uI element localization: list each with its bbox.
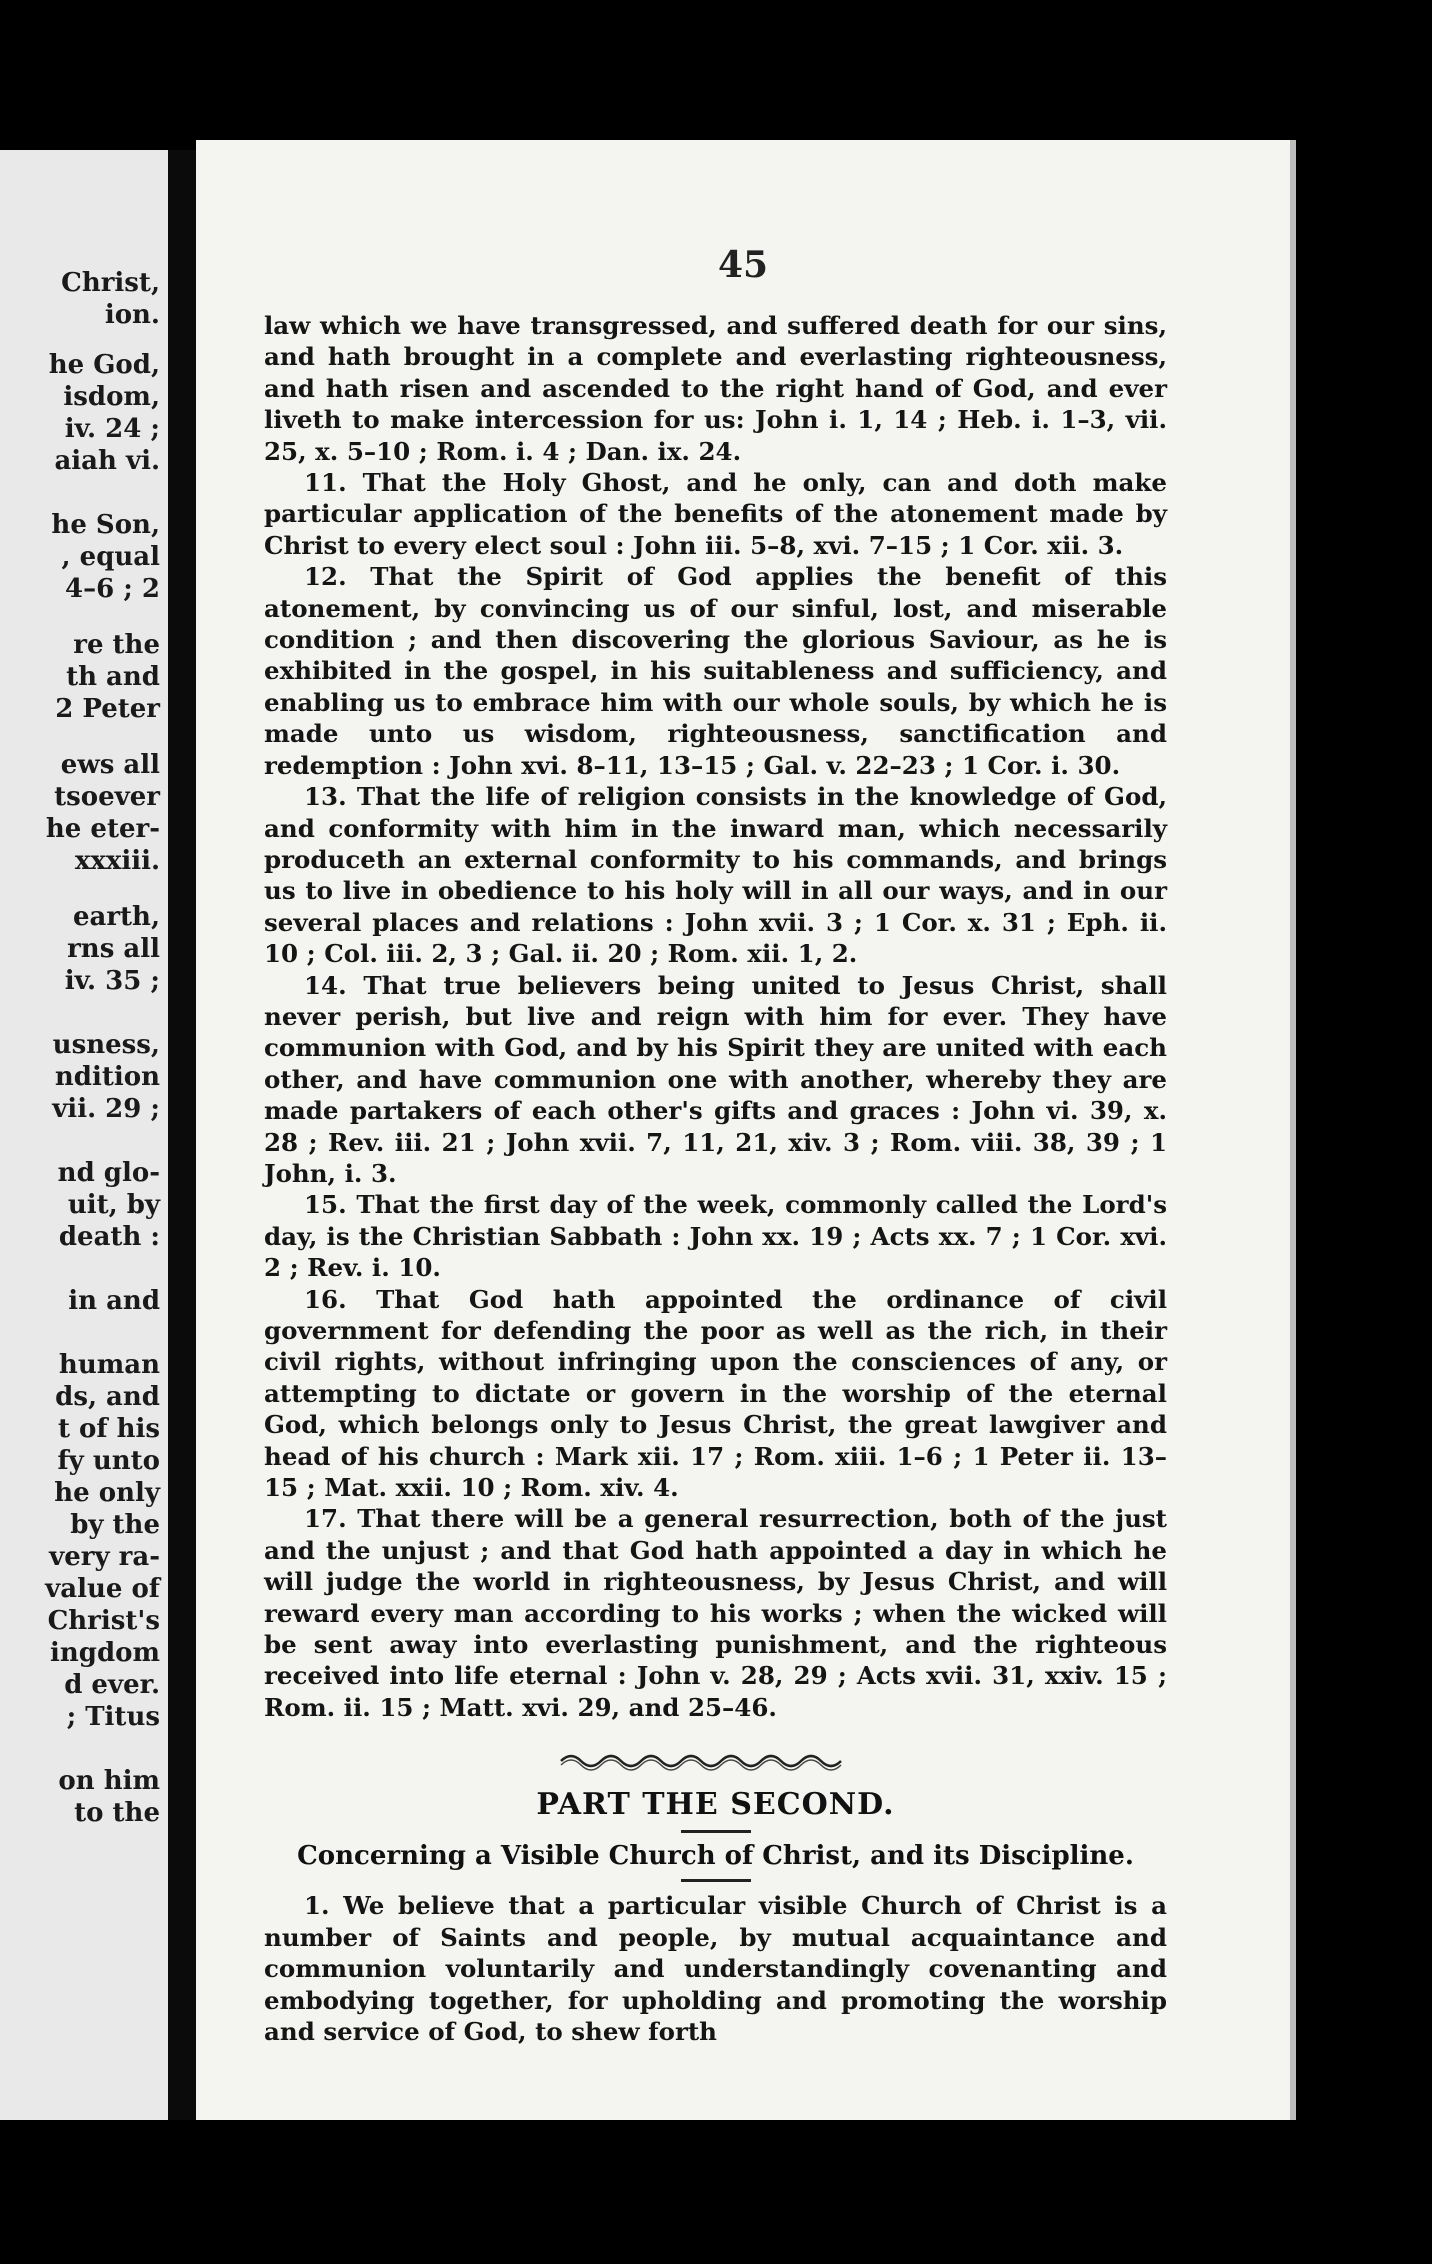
left-page-line: uit, by [67, 1190, 160, 1220]
left-page-line: he Son, [51, 510, 160, 540]
part-title: PART THE SECOND. [536, 1787, 895, 1823]
left-page-line: very ra- [49, 1542, 160, 1572]
article-list [264, 310, 1167, 1723]
article-paragraph: 17. That there will be a general resurrection, both of the just and the unjust ; and that God hath appointed a day in which he will judge the world in righteousness, by Jesus Christ, and will reward every man according to his works ; when the wicked will be sent away into everlasting punishment, and the righteous received into life eternal : John v. 28, 29 ; Acts xvii. 31, xxiv. 15 ; Rom. ii. 15 ; Matt. xvi. 29, and 25–46. [264, 1504, 1167, 1722]
left-page-line: fy unto [57, 1446, 160, 1476]
article-paragraph: 14. That true believers being united to Jesus Christ, shall never perish, but live and reign with him for ever. They have communion with God, and by his Spirit they are united with each other, and have communion one with another, whereby they are made partakers of each other's gifts and graces : John vi. 39, x. 28 ; Rev. iii. 21 ; John xvii. 7, 11, 21, xiv. 3 ; Rom. viii. 38, 39 ; 1 John, i. 3. [264, 970, 1167, 1188]
article-paragraph: 1. We believe that a particular visible Church of Christ is a number of Saints and people, by mutual acquaintance and communion voluntarily and understandingly covenanting and embodying together, for upholding and promoting the worship and service of God, to shew forth [264, 1891, 1167, 2046]
left-page-line: ews all [60, 750, 160, 780]
left-page-line: aiah vi. [54, 446, 160, 476]
left-page-line: th and [66, 662, 160, 692]
left-page-line: ds, and [55, 1382, 160, 1412]
left-page-line: ion. [104, 300, 160, 330]
left-page-line: d ever. [64, 1670, 160, 1700]
article-paragraph: 11. That the Holy Ghost, and he only, can and doth make particular application of the benefits of the atonement made by Christ to every elect soul : John iii. 5–8, xvi. 7–15 ; 1 Cor. xii. 3. [264, 468, 1167, 560]
left-page-line: Christ, [61, 268, 160, 298]
left-page-line: he God, [48, 350, 160, 380]
left-page-line: Christ's [47, 1606, 160, 1636]
left-page-line: by the [70, 1510, 160, 1540]
article-paragraph: 16. That God hath appointed the ordinance of civil government for defending the poor as well as the rich, in their civil rights, without infringing upon the consciences of any, or attempting to dictate or govern in the worship of the eternal God, which belongs only to Jesus Christ, the great lawgiver and head of his church : Mark xii. 17 ; Rom. xiii. 1–6 ; 1 Peter ii. 13–15 ; Mat. xxii. 10 ; Rom. xiv. 4. [264, 1284, 1167, 1503]
part-two-body [264, 1890, 1167, 2047]
left-page-line: rns all [67, 934, 160, 964]
left-page-line: t of his [57, 1414, 160, 1444]
left-page-line: vii. 29 ; [52, 1094, 160, 1124]
left-page-line: in and [68, 1286, 160, 1316]
subtitle-rule [681, 1879, 751, 1882]
left-page-line: death : [58, 1222, 160, 1252]
left-page-line: tsoever [54, 782, 160, 812]
article-paragraph: 15. That the first day of the week, commonly called the Lord's day, is the Christian Sabbath : John xx. 19 ; Acts xx. 7 ; 1 Cor. xvi. 2 ; Rev. i. 10. [264, 1190, 1167, 1283]
left-page-line: on him [58, 1766, 160, 1796]
left-page-line: ndition [54, 1062, 160, 1092]
left-page-line: re the [73, 630, 160, 660]
left-page-line: xxxiii. [74, 846, 160, 876]
page-number: 45 [717, 244, 769, 286]
book-page [196, 140, 1290, 2120]
left-page-line: ingdom [50, 1638, 160, 1668]
left-page-line: isdom, [63, 382, 160, 412]
left-page-line: iv. 24 ; [64, 414, 160, 444]
left-page-line: he only [54, 1478, 160, 1508]
article-paragraph: 13. That the life of religion consists in the knowledge of God, and conformity with him in the inward man, which necessarily produceth an external conformity to his commands, and brings us to live in obedience to his holy will in all our ways, and in our several places and relations : John xvii. 3 ; 1 Cor. x. 31 ; Eph. ii. 10 ; Col. iii. 2, 3 ; Gal. ii. 20 ; Rom. xii. 1, 2. [264, 782, 1167, 969]
title-rule [681, 1830, 751, 1833]
left-page-line: ; Titus [66, 1702, 160, 1732]
left-page-line: value of [45, 1574, 160, 1604]
left-page-line: 2 Peter [55, 694, 160, 724]
left-page-line: 4–6 ; 2 [65, 574, 160, 604]
left-page-line: nd glo- [57, 1158, 160, 1188]
left-page-line: to the [74, 1798, 160, 1828]
left-page-line: , equal [61, 542, 160, 572]
page-body [264, 310, 1167, 2047]
page-edge [1290, 140, 1296, 2120]
article-paragraph: law which we have transgressed, and suffered death for our sins, and hath brought in a complete and everlasting righteousness, and hath risen and ascended to the right hand of God, and ever liveth to make intercession for us: John i. 1, 14 ; Heb. i. 1–3, vii. 25, x. 5–10 ; Rom. i. 4 ; Dan. ix. 24. [264, 311, 1167, 466]
left-page-line: iv. 35 ; [64, 966, 160, 996]
left-page-line: human [58, 1350, 160, 1380]
left-page-line: earth, [72, 902, 160, 932]
article-paragraph: 12. That the Spirit of God applies the benefit of this atonement, by convincing us of our sinful, lost, and miserable condition ; and then discovering the glorious Saviour, as he is exhibited in the gospel, in his suitableness and sufficiency, and enabling us to embrace him with our whole souls, by which he is made unto us wisdom, righteousness, sanctification and redemption : John xvi. 8–11, 13–15 ; Gal. v. 22–23 ; 1 Cor. i. 30. [264, 562, 1167, 780]
left-page-line: he eter- [45, 814, 160, 844]
previous-page-fragment [0, 150, 168, 2120]
ornamental-divider [556, 1747, 876, 1773]
part-subtitle: Concerning a Visible Church of Christ, and its Discipline. [297, 1841, 1134, 1872]
left-page-line: usness, [52, 1030, 160, 1060]
book-gutter [168, 150, 196, 2120]
